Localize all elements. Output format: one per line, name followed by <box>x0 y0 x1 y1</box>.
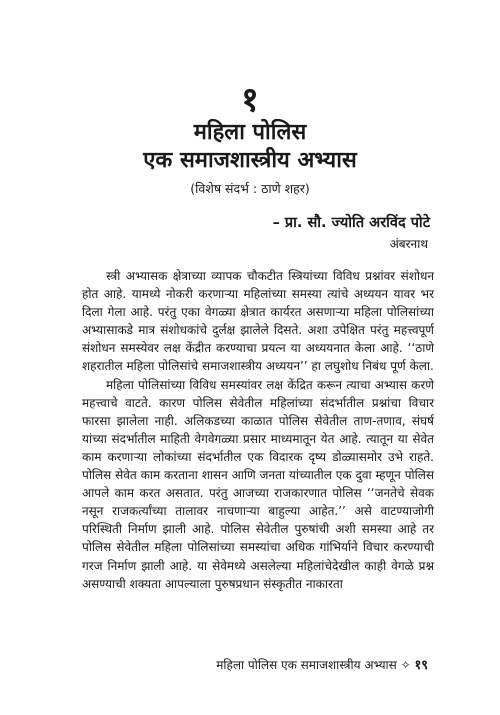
paragraph-2: महिला पोलिसांच्या विविध समस्यांवर लक्ष केंद्रित करून त्याचा अभ्यास करणे महत्त्वाचे वाटते. कारण पोलिस सेवेतील महिलांच्या संदर्भातील प्रश्नांचा विचार फारसा झालेला नाही. अलिकडच्या काळात पोलिस सेवेतील ताण-तणाव, संघर्ष यांच्या संदर्भातील माहिती वेगवेगळ्या प्रसार माध्यमातून येत आहे. त्यातून या सेवेत काम करणाऱ्या लोकांच्या संदर्भातील एक विदारक दृष्य डोळ्यासमोर उभे राहते. पोलिस सेवेत काम करताना शासन आणि जनता यांच्यातील एक दुवा म्हणून पोलिस आपले काम करत असतात. परंतु आजच्या राजकारणात पोलिस ‘‘जनतेचे सेवक नसून राजकर्त्यांच्या तालावर नाचणाऱ्या बाहुल्या आहेत.’’ असे वाटण्याजोगी परिस्थिती निर्माण झाली आहे. पोलिस सेवेतील पुरुषांची अशी समस्या आहे तर पोलिस सेवेतील महिला पोलिसांच्या समस्यांचा अधिक गांभिर्याने विचार करण्याची गरज निर्माण झाली आहे. या सेवेमध्ये असलेल्या महिलांचेदेखील काही वेगळे प्रश्न असण्याची शक्यता आपल्याला पुरुषप्रधान संस्कृतीत नाकारता <box>82 377 434 591</box>
footer-separator-icon: ✧ <box>400 658 411 672</box>
chapter-number: १ <box>241 80 259 120</box>
running-title: महिला पोलिस एक समाजशास्त्रीय अभ्यास <box>216 658 397 672</box>
author-name: – प्रा. सौ. ज्योति अरविंद पोटे <box>272 215 430 231</box>
author-place: अंबरनाथ <box>389 237 428 251</box>
paragraph-1: स्त्री अभ्यासक क्षेत्राच्या व्यापक चौकटीत स्त्रियांच्या विविध प्रश्नांवर संशोधन होत आहे. यामध्ये नोकरी करणाऱ्या महिलांच्या समस्या त्यांचे अध्ययन यावर भर दिला गेला आहे. परंतु एका वेगळ्या क्षेत्रात कार्यरत असणाऱ्या महिला पोलिसांच्या अभ्यासाकडे मात्र संशोधकांचे दुर्लक्ष झालेले दिसते. अशा उपेक्षित परंतु महत्त्वपूर्ण संशोधन समस्येवर लक्ष केंद्रीत करण्याचा प्रयत्न या अध्ययनात केला आहे. ‘‘ठाणे शहरातील महिला पोलिसांचे समाजशास्त्रीय अध्ययन’’ हा लघुशोध निबंध पूर्ण केला. <box>82 269 434 374</box>
title-line-2: एक समाजशास्त्रीय अभ्यास <box>143 148 357 173</box>
body-text <box>82 267 434 593</box>
page-footer <box>216 656 428 675</box>
subtitle: (विशेष संदर्भ : ठाणे शहर) <box>190 181 310 196</box>
title-line-1: महिला पोलिस <box>193 120 307 145</box>
page-number: १९ <box>414 658 428 673</box>
